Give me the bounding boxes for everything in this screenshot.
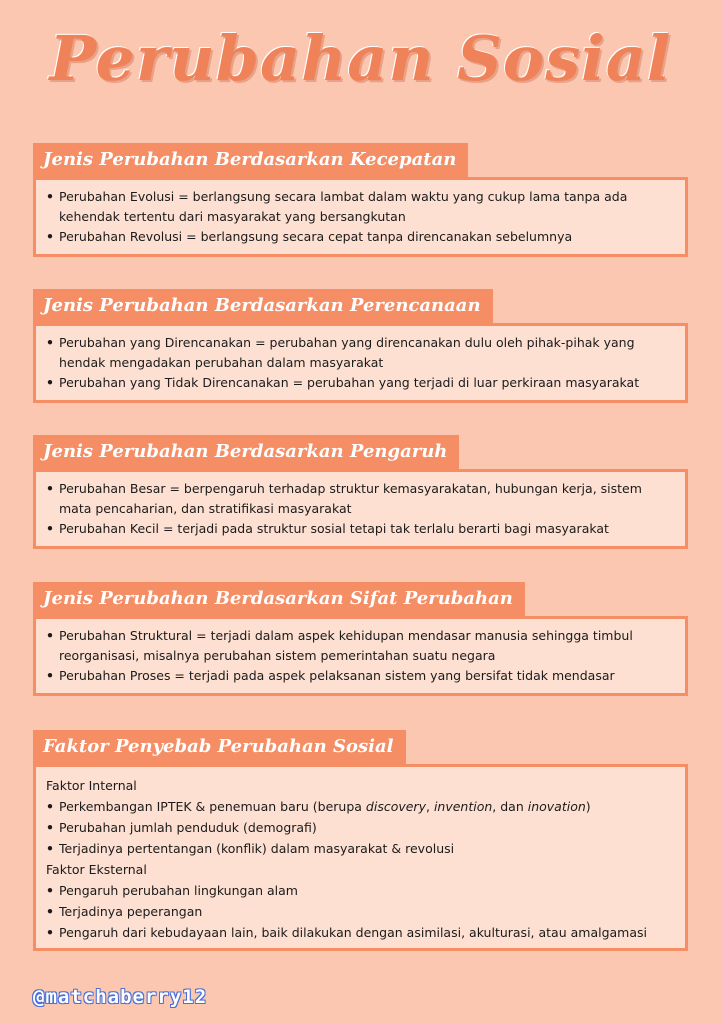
section-heading: Jenis Perubahan Berdasarkan Kecepatan (33, 143, 468, 177)
section-faktor-penyebab (33, 730, 688, 951)
section-content-box (33, 469, 688, 549)
page-title: Perubahan Sosial (49, 22, 672, 95)
bullet-list (44, 333, 675, 393)
section-heading: Jenis Perubahan Berdasarkan Perencanaan (33, 289, 493, 323)
internal-factor-list (44, 796, 675, 859)
section-content-box (33, 616, 688, 696)
bullet-list (44, 187, 675, 247)
section-heading: Jenis Perubahan Berdasarkan Sifat Perubahan (33, 582, 525, 616)
term-invention: invention (433, 799, 493, 814)
section-content-box (33, 177, 688, 257)
term-inovation: inovation (527, 799, 586, 814)
list-item: • Terjadinya pertentangan (konflik) dalam masyarakat & revolusi (44, 838, 675, 859)
list-item: • Perubahan Evolusi = berlangsung secara lambat dalam waktu yang cukup lama tanpa ada kehendak tertentu dari masyarakat yang bersangkutan (44, 187, 675, 227)
list-item: • Perubahan Kecil = terjadi pada struktur sosial tetapi tak terlalu berarti bagi masyarakat (44, 519, 675, 539)
list-item: • Perubahan Struktural = terjadi dalam aspek kehidupan mendasar manusia sehingga timbul reorganisasi, misalnya perubahan sistem pemerintahan suatu negara (44, 626, 675, 666)
list-item: • Perubahan Besar = berpengaruh terhadap struktur kemasyarakatan, hubungan kerja, sistem mata pencaharian, dan stratifikasi masyarakat (44, 479, 675, 519)
list-item: • Perubahan Proses = terjadi pada aspek pelaksanan sistem yang bersifat tidak mendasar (44, 666, 675, 686)
author-handle: @matchaberry12 (33, 986, 208, 1008)
bullet-list (44, 479, 675, 539)
bullet-list (44, 626, 675, 686)
section-content-box (33, 764, 688, 951)
section-perencanaan (33, 289, 688, 403)
list-item: • Pengaruh perubahan lingkungan alam (44, 880, 675, 901)
list-item: • Perubahan yang Tidak Direncanakan = perubahan yang terjadi di luar perkiraan masyarakat (44, 373, 675, 393)
section-heading: Jenis Perubahan Berdasarkan Pengaruh (33, 435, 459, 469)
list-item: • Pengaruh dari kebudayaan lain, baik dilakukan dengan asimilasi, akulturasi, atau amalgamasi (44, 922, 675, 943)
list-item: • Perubahan jumlah penduduk (demografi) (44, 817, 675, 838)
external-factor-list (44, 880, 675, 943)
iptek-suffix: ) (585, 799, 591, 814)
section-heading: Faktor Penyebab Perubahan Sosial (33, 730, 406, 764)
external-factor-label: Faktor Eksternal (46, 862, 147, 877)
list-item: • Perubahan Revolusi = berlangsung secara cepat tanpa direncanakan sebelumnya (44, 227, 675, 247)
section-kecepatan (33, 143, 688, 257)
internal-factor-label: Faktor Internal (46, 778, 137, 793)
iptek-prefix: Perkembangan IPTEK & penemuan baru (berupa (59, 799, 366, 814)
list-item (44, 796, 675, 817)
list-item: • Perubahan yang Direncanakan = perubahan yang direncanakan dulu oleh pihak-pihak yang hendak mengadakan perubahan dalam masyarakat (44, 333, 675, 373)
separator: , (425, 799, 434, 814)
separator: , dan (492, 799, 528, 814)
section-sifat-perubahan (33, 582, 688, 696)
section-content-box (33, 323, 688, 403)
list-item: • Terjadinya peperangan (44, 901, 675, 922)
term-discovery: discovery (365, 799, 426, 814)
section-pengaruh (33, 435, 688, 549)
